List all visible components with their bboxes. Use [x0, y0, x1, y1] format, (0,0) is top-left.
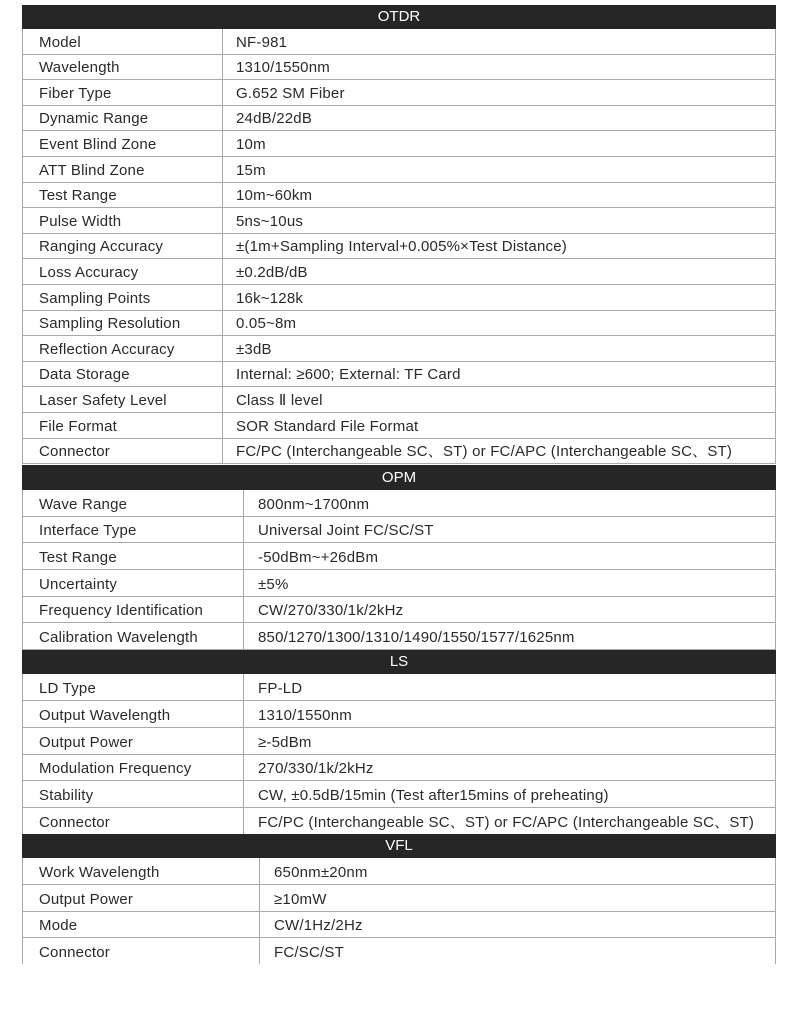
otdr-spec-row: [23, 105, 776, 131]
otdr-header: OTDR: [22, 5, 776, 29]
opm-spec-table: [22, 490, 776, 650]
vfl-section: [22, 834, 776, 964]
otdr-spec-row: [23, 29, 776, 54]
ls-spec-row: [23, 700, 776, 727]
spec-value: 1310/1550nm: [223, 54, 776, 80]
vfl-spec-row: [23, 938, 776, 964]
spec-value: 15m: [223, 156, 776, 182]
otdr-spec-row: [23, 131, 776, 157]
spec-label: Fiber Type: [23, 80, 223, 106]
otdr-spec-row: [23, 156, 776, 182]
spec-label: Output Wavelength: [23, 700, 244, 727]
otdr-spec-row: [23, 182, 776, 208]
spec-label: Calibration Wavelength: [23, 623, 244, 650]
spec-label: Wavelength: [23, 54, 223, 80]
spec-label: Laser Safety Level: [23, 387, 223, 413]
spec-value: 850/1270/1300/1310/1490/1550/1577/1625nm: [244, 623, 776, 650]
vfl-header: VFL: [22, 834, 776, 858]
spec-label: Wave Range: [23, 490, 244, 516]
spec-label: Pulse Width: [23, 208, 223, 234]
spec-label: Output Power: [23, 727, 244, 754]
spec-label: Sampling Resolution: [23, 310, 223, 336]
spec-label: ATT Blind Zone: [23, 156, 223, 182]
otdr-spec-row: [23, 284, 776, 310]
spec-label: File Format: [23, 412, 223, 438]
spec-value: CW/1Hz/2Hz: [260, 911, 776, 938]
spec-value: NF-981: [223, 29, 776, 54]
spec-label: Dynamic Range: [23, 105, 223, 131]
vfl-spec-row: [23, 911, 776, 938]
vfl-spec-row: [23, 884, 776, 911]
spec-label: Data Storage: [23, 361, 223, 387]
spec-value: Universal Joint FC/SC/ST: [244, 516, 776, 543]
spec-value: FC/PC (Interchangeable SC、ST) or FC/APC (Interchangeable SC、ST): [223, 438, 776, 464]
spec-value: 650nm±20nm: [260, 858, 776, 884]
spec-value: 5ns~10us: [223, 208, 776, 234]
spec-label: Connector: [23, 438, 223, 464]
otdr-spec-row: [23, 54, 776, 80]
opm-spec-row: [23, 543, 776, 570]
opm-spec-row: [23, 490, 776, 516]
spec-label: Ranging Accuracy: [23, 233, 223, 259]
opm-spec-row: [23, 623, 776, 650]
otdr-spec-row: [23, 361, 776, 387]
otdr-spec-row: [23, 412, 776, 438]
spec-value: Internal: ≥600; External: TF Card: [223, 361, 776, 387]
spec-label: Sampling Points: [23, 284, 223, 310]
spec-label: Output Power: [23, 884, 260, 911]
opm-spec-row: [23, 596, 776, 623]
spec-value: 10m: [223, 131, 776, 157]
spec-value: SOR Standard File Format: [223, 412, 776, 438]
spec-label: Connector: [23, 808, 244, 835]
otdr-section: [22, 5, 776, 464]
ls-header: LS: [22, 650, 776, 674]
spec-label: Loss Accuracy: [23, 259, 223, 285]
spec-value: ±5%: [244, 570, 776, 597]
vfl-spec-table: [22, 858, 776, 964]
spec-value: CW/270/330/1k/2kHz: [244, 596, 776, 623]
spec-value: ±3dB: [223, 336, 776, 362]
spec-label: Event Blind Zone: [23, 131, 223, 157]
spec-value: 24dB/22dB: [223, 105, 776, 131]
ls-spec-table: [22, 674, 776, 835]
spec-label: Uncertainty: [23, 570, 244, 597]
spec-label: Stability: [23, 781, 244, 808]
opm-spec-row: [23, 516, 776, 543]
spec-value: 10m~60km: [223, 182, 776, 208]
spec-value: 1310/1550nm: [244, 700, 776, 727]
spec-value: 270/330/1k/2kHz: [244, 754, 776, 781]
otdr-spec-row: [23, 80, 776, 106]
ls-spec-row: [23, 674, 776, 700]
spec-value: ±0.2dB/dB: [223, 259, 776, 285]
spec-label: Frequency Identification: [23, 596, 244, 623]
otdr-spec-row: [23, 310, 776, 336]
otdr-spec-row: [23, 387, 776, 413]
otdr-spec-row: [23, 259, 776, 285]
opm-spec-row: [23, 570, 776, 597]
ls-spec-row: [23, 781, 776, 808]
spec-label: Interface Type: [23, 516, 244, 543]
spec-value: FP-LD: [244, 674, 776, 700]
spec-value: CW, ±0.5dB/15min (Test after15mins of preheating): [244, 781, 776, 808]
spec-label: Test Range: [23, 182, 223, 208]
spec-value: Class Ⅱ level: [223, 387, 776, 413]
spec-label: Modulation Frequency: [23, 754, 244, 781]
otdr-spec-table: [22, 29, 776, 464]
spec-label: Work Wavelength: [23, 858, 260, 884]
spec-value: -50dBm~+26dBm: [244, 543, 776, 570]
spec-value: 16k~128k: [223, 284, 776, 310]
spec-value: 800nm~1700nm: [244, 490, 776, 516]
opm-header: OPM: [22, 465, 776, 490]
otdr-spec-row: [23, 438, 776, 464]
spec-value: FC/PC (Interchangeable SC、ST) or FC/APC (Interchangeable SC、ST): [244, 808, 776, 835]
ls-spec-row: [23, 808, 776, 835]
spec-value: ≥10mW: [260, 884, 776, 911]
spec-label: Reflection Accuracy: [23, 336, 223, 362]
spec-value: ±(1m+Sampling Interval+0.005%×Test Distance): [223, 233, 776, 259]
ls-section: [22, 650, 776, 835]
spec-label: LD Type: [23, 674, 244, 700]
spec-label: Connector: [23, 938, 260, 964]
ls-spec-row: [23, 754, 776, 781]
opm-section: [22, 465, 776, 835]
otdr-spec-row: [23, 208, 776, 234]
spec-value: FC/SC/ST: [260, 938, 776, 964]
spec-value: 0.05~8m: [223, 310, 776, 336]
spec-label: Model: [23, 29, 223, 54]
ls-spec-row: [23, 727, 776, 754]
spec-label: Test Range: [23, 543, 244, 570]
spec-value: G.652 SM Fiber: [223, 80, 776, 106]
otdr-spec-row: [23, 336, 776, 362]
otdr-spec-row: [23, 233, 776, 259]
spec-label: Mode: [23, 911, 260, 938]
spec-value: ≥-5dBm: [244, 727, 776, 754]
vfl-spec-row: [23, 858, 776, 884]
